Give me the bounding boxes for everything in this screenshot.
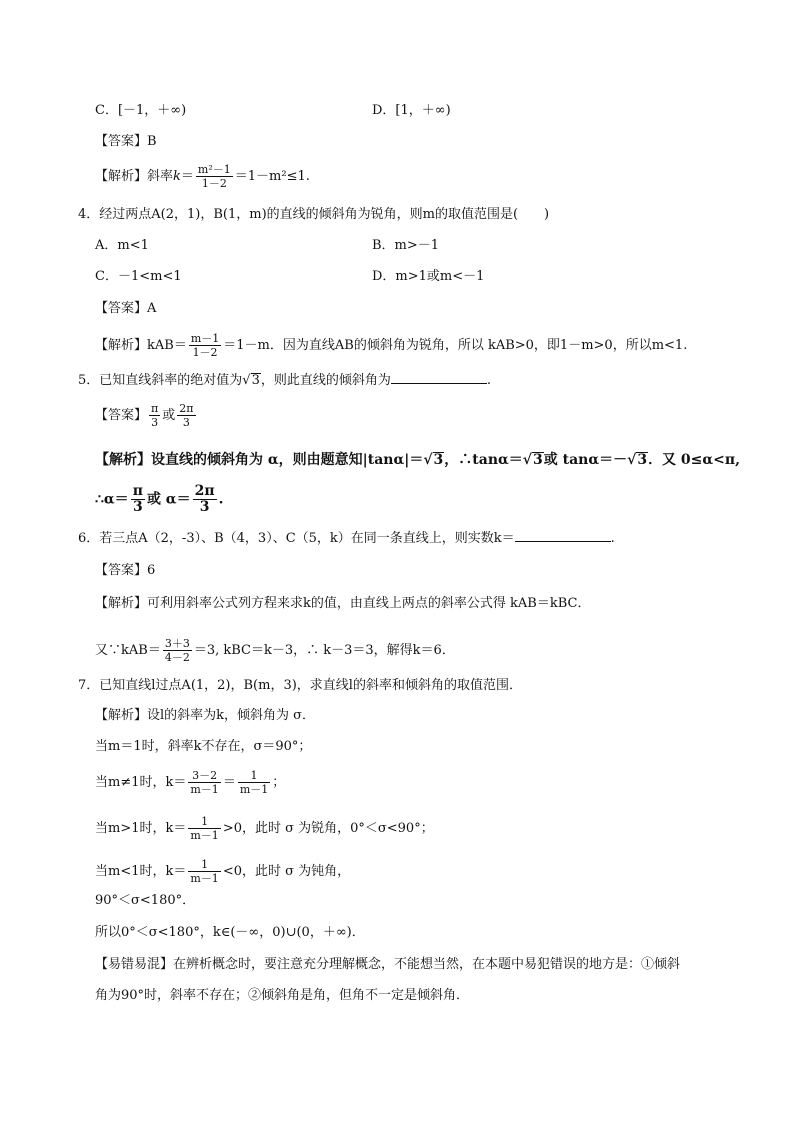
q7-common-mistakes-line2: 角为90°时，斜率不存在；②倾斜角是角，但角不一定是倾斜角．: [95, 988, 470, 1003]
q4-answer: 【答案】A: [95, 301, 157, 316]
q6-slope-fraction: $\frac{3+3}{4-2}$: [164, 637, 190, 664]
q4-option-c: C．－1<m<1: [95, 269, 182, 284]
q5-explanation-line1: 【解析】设直线的倾斜角为 α，则由题意知|tanα|＝√3，∴tanα＝√3或 tanα＝－√3．又 0≤α<π,: [95, 452, 741, 468]
q3-slope-fraction: $\frac{\text{m²－1}}{1-2}$: [197, 163, 231, 190]
q6-answer: 【答案】6: [95, 563, 156, 578]
q5-answer: 【答案】 $\frac{\pi}{3}$ 或 $\frac{2\pi}{3}$: [95, 402, 194, 429]
q6-explanation-line2: 又∵kAB＝ $\frac{3+3}{4-2}$ ＝3, kBC＝k－3，∴ k－3＝3，解得k＝6．: [95, 637, 455, 664]
q7-fraction-2: $\frac{1}{m-1}$: [239, 769, 269, 796]
q7-line-6: 90°＜σ<180°．: [95, 893, 196, 908]
q3-option-d: D．[1，＋∞): [372, 103, 451, 118]
q6-explanation-line1: 【解析】可利用斜率公式列方程来求k的值，由直线上两点的斜率公式得 kAB＝kBC．: [95, 596, 591, 611]
q7-fraction-4: $\frac{1}{m-1}$: [190, 858, 219, 885]
q5-answer-fraction-1: $\frac{\pi}{3}$: [151, 402, 159, 429]
q3-explanation: 【解析】斜率k＝ $\frac{\text{m²－1}}{1-2}$ ＝1－m²≤1.: [95, 163, 310, 190]
q6-answer-blank: [515, 529, 611, 542]
q3-option-c: C．[－1，＋∞): [95, 103, 187, 118]
q4-option-a: A．m<1: [95, 238, 149, 253]
q5-stem: 5．已知直线斜率的绝对值为√3，则此直线的倾斜角为 .: [78, 373, 492, 388]
q7-fraction-3: $\frac{1}{m-1}$: [190, 815, 219, 842]
q7-stem: 7．已知直线l过点A(1，2)，B(m，3)，求直线l的斜率和倾斜角的取值范围．: [78, 678, 522, 693]
q7-line-4: 当m>1时，k＝ $\frac{1}{m-1}$ >0，此时 σ 为锐角，0°＜σ<90°；: [95, 815, 434, 842]
q5-answer-blank: [391, 371, 487, 384]
q7-common-mistakes-line1: 【易错易混】在辨析概念时，要注意充分理解概念，不能想当然，在本题中易犯错误的地方是：①倾斜: [95, 957, 681, 972]
q4-stem: 4．经过两点A(2，1)，B(1，m)的直线的倾斜角为锐角，则m的取值范围是( ): [78, 207, 550, 222]
q5-exp-fraction-1: $\frac{\pi}{3}$: [132, 483, 143, 515]
q7-line-5: 当m<1时，k＝ $\frac{1}{m-1}$ <0，此时 σ 为钝角，: [95, 858, 351, 885]
q5-exp-fraction-2: $\frac{2\pi}{3}$: [194, 483, 215, 515]
q3-answer: 【答案】B: [95, 134, 157, 149]
q4-explanation: 【解析】kAB＝ $\frac{m-1}{1-2}$ ＝1－m．因为直线AB的倾斜角为锐角，所以 kAB>0，即1－m>0，所以m<1.: [95, 332, 688, 359]
q5-answer-fraction-2: $\frac{2\pi}{3}$: [179, 402, 194, 429]
q7-fraction-1: $\frac{3-2}{m-1}$: [190, 769, 219, 796]
q4-option-d: D．m>1或m<－1: [372, 269, 485, 284]
q7-line-2: 当m＝1时，斜率k不存在，σ＝90°；: [95, 739, 312, 754]
q5-explanation-line2: ∴α＝ $\frac{\pi}{3}$ 或 α＝ $\frac{2\pi}{3}$ .: [95, 483, 224, 515]
q4-option-b: B．m>－1: [372, 238, 440, 253]
q6-stem: 6．若三点A（2，-3）、B（4，3）、C（5，k）在同一条直线上，则实数k＝ .: [78, 531, 615, 546]
q7-line-7: 所以0°＜σ<180°，k∈(－∞，0)∪(0，＋∞)．: [95, 925, 365, 940]
q4-slope-fraction: $\frac{m-1}{1-2}$: [190, 332, 220, 359]
q7-line-3: 当m≠1时，k＝ $\frac{3-2}{m-1}$ ＝ $\frac{1}{m-1}$ ；: [95, 769, 286, 796]
q7-line-1: 【解析】设l的斜率为k，倾斜角为 σ．: [95, 708, 316, 723]
